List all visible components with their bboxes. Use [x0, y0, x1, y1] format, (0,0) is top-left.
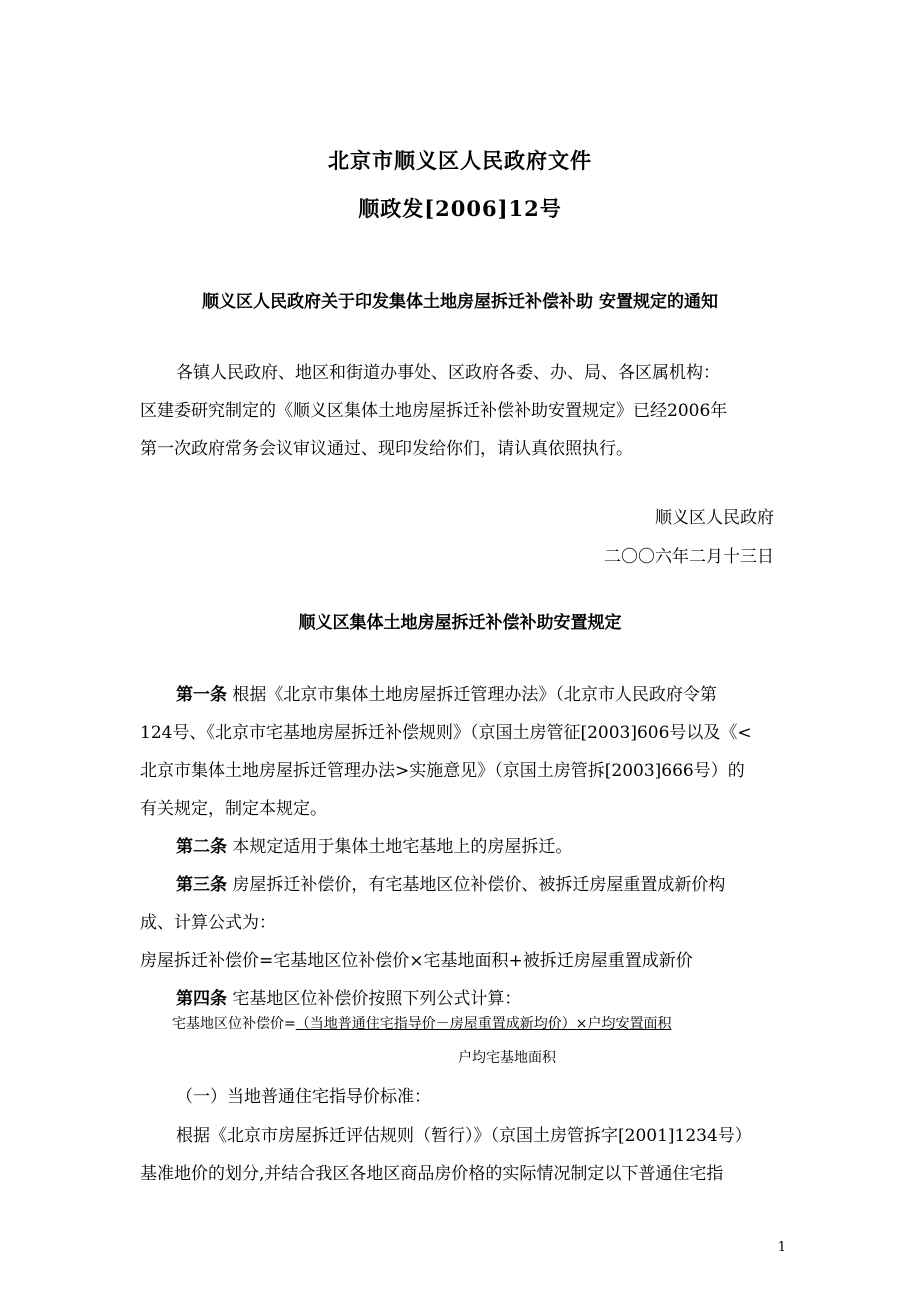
notice-body-line: 区建委研究制定的《顺义区集体土地房屋拆迁补偿补助安置规定》已经2006年: [140, 401, 728, 421]
signature-date: 二〇〇六年二月十三日: [604, 547, 774, 567]
article-2-text: 本规定适用于集体土地宅基地上的房屋拆迁。: [232, 837, 573, 857]
formula-lhs: 宅基地区位补偿价=: [172, 1016, 296, 1032]
article-2-label: 第二条: [176, 837, 227, 857]
article-3-formula: 房屋拆迁补偿价=宅基地区位补偿价×宅基地面积+被拆迁房屋重置成新价: [140, 951, 693, 971]
article-1-line: [176, 676, 717, 714]
notice-title: 顺义区人民政府关于印发集体土地房屋拆迁补偿补助 安置规定的通知: [202, 292, 718, 312]
regulation-title: 顺义区集体土地房屋拆迁补偿补助安置规定: [298, 613, 622, 633]
notice-addressee: 各镇人民政府、地区和街道办事处、区政府各委、办、局、各区属机构：: [176, 363, 720, 383]
article-1-line: 北京市集体土地房屋拆迁管理办法>实施意见》（京国土房管拆[2003]666号）的: [140, 761, 745, 781]
article-2-line: [176, 828, 572, 866]
subsection-heading: （一）当地普通住宅指导价标准：: [176, 1087, 431, 1107]
article-4-text: 宅基地区位补偿价按照下列公式计算：: [232, 989, 522, 1009]
article-1-line: 124号、《北京市宅基地房屋拆迁补偿规则》（京国土房管征[2003]606号以及《<: [140, 723, 752, 743]
article-3-line: [176, 866, 725, 904]
article-1-line: 有关规定，制定本规定。: [140, 799, 327, 819]
article-1-label: 第一条: [176, 685, 227, 705]
document-issuer-title: 北京市顺义区人民政府文件: [328, 148, 592, 173]
article-3-line: 成、计算公式为：: [140, 913, 276, 933]
notice-body-line: 第一次政府常务会议审议通过、现印发给你们，请认真依照执行。: [140, 439, 633, 459]
formula-numerator: （当地普通住宅指导价－房屋重置成新均价）×户均安置面积: [295, 1016, 672, 1032]
article-3-label: 第三条: [176, 875, 227, 895]
signature-organization: 顺义区人民政府: [655, 508, 774, 528]
paragraph-line: 基准地价的划分,并结合我区各地区商品房价格的实际情况制定以下普通住宅指: [140, 1164, 724, 1184]
page-number: 1: [777, 1240, 786, 1255]
article-1-text: 根据《北京市集体土地房屋拆迁管理办法》（北京市人民政府令第: [232, 685, 717, 705]
paragraph-line: 根据《北京市房屋拆迁评估规则（暂行）》（京国土房管拆字[2001]1234号）: [176, 1126, 752, 1146]
formula-numerator-line: [172, 1013, 671, 1033]
article-4-label: 第四条: [176, 989, 227, 1009]
formula-denominator: 户均宅基地面积: [458, 1050, 556, 1066]
document-number: 顺政发[2006]12号: [358, 196, 562, 221]
article-3-text: 房屋拆迁补偿价，有宅基地区位补偿价、被拆迁房屋重置成新价构: [232, 875, 726, 895]
